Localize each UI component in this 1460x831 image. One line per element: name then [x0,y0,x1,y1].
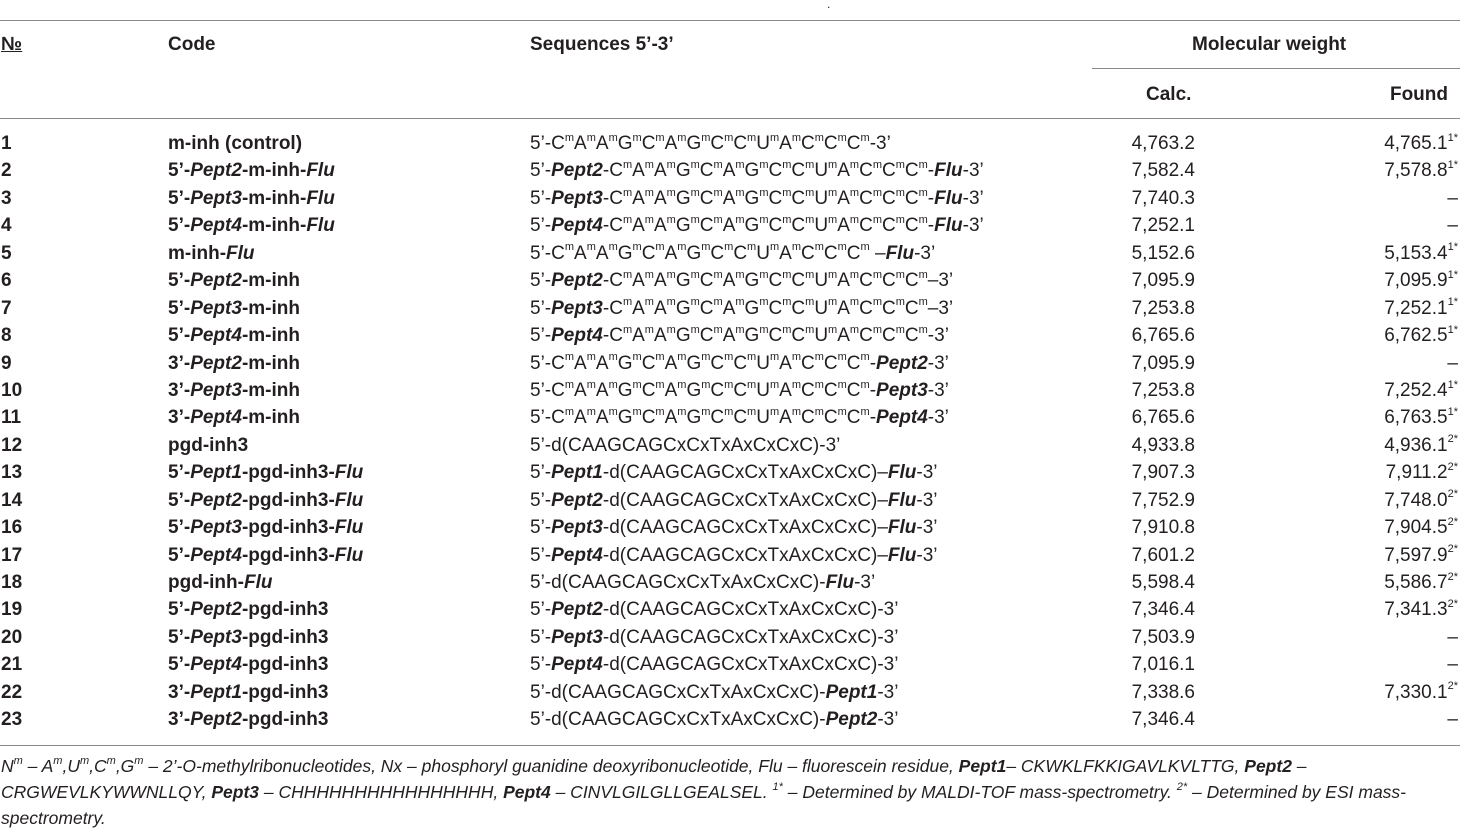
table-row [0,322,1460,349]
table-row [0,514,1460,541]
row-found-weight: $7,748.0^{2*}$ [1384,488,1458,511]
row-sequence: 5’-Pept2-d(CAAGCAGCxCxTxAxCxCxC)-3’ [530,599,899,621]
row-code: 5’-Pept3-pgd-inh3 [168,626,329,648]
row-found-weight: $7,578.8^{1*}$ [1384,159,1458,182]
header-sequences: Sequences 5’-3’ [530,34,674,55]
row-calc-weight: 7,016.1 [1131,654,1195,676]
row-sequence: 5’-Pept3-d(CAAGCAGCxCxTxAxCxCxC)–Flu-3’ [530,517,938,539]
table-row [0,487,1460,514]
row-found-weight: $7,252.4^{1*}$ [1384,378,1458,401]
row-sequence: 5’-Pept4-d(CAAGCAGCxCxTxAxCxCxC)-3’ [530,654,899,676]
row-code: 5’-Pept2-pgd-inh3 [168,599,329,621]
row-number: 13 [1,462,23,484]
row-found-weight: $6,762.5^{1*}$ [1384,323,1458,347]
row-code: 5’-Pept2-m-inh-Flu [168,160,335,182]
row-number: 3 [1,187,12,209]
row-sequence: $5’-Pept4-C^mA^mA^mG^mC^mA^mG^mC^mC^mU^mA^mC^mC^mC^m-Flu-3$’ [530,213,984,237]
row-found-weight: $7,252.1^{1*}$ [1384,296,1458,319]
table-body [0,130,1460,734]
row-sequence: $5’-C^mA^mA^mG^mC^mA^mG^mC^mC^mU^mA^mC^mC^mC^m-Pept2-3$’ [530,351,949,374]
row-calc-weight: 7,252.1 [1131,215,1195,237]
row-sequence: 5’-Pept2-d(CAAGCAGCxCxTxAxCxCxC)–Flu-3’ [530,489,938,511]
row-code: 5’-Pept4-m-inh-Flu [168,215,335,237]
row-code: 5’-Pept4-m-inh [168,325,300,347]
row-number: 11 [1,407,22,429]
row-code: 3’-Pept2-pgd-inh3 [168,709,329,731]
row-calc-weight: 7,752.9 [1131,489,1195,511]
table-bottom-rule [0,745,1460,746]
row-found-weight: $7,341.3^{2*}$ [1384,598,1458,621]
row-code: 5’-Pept2-pgd-inh3-Flu [168,489,364,511]
header-molecular-weight: Molecular weight [1192,34,1347,55]
row-code: 5’-Pept3-pgd-inh3-Flu [168,517,364,539]
row-found-weight: – [1447,187,1458,209]
row-calc-weight: 7,338.6 [1131,681,1195,703]
row-calc-weight: 7,095.9 [1131,270,1195,292]
row-code: 3’-Pept1-pgd-inh3 [168,681,329,703]
row-code: m-inh-Flu [168,242,255,264]
table-row [0,651,1460,678]
row-number: 23 [1,709,23,731]
row-number: 7 [1,297,12,319]
row-code: 5’-Pept4-pgd-inh3-Flu [168,544,364,566]
row-found-weight: $7,597.9^{2*}$ [1384,543,1458,566]
row-found-weight: $4,765.1^{1*}$ [1384,131,1458,154]
row-sequence: $5’-Pept3-C^mA^mA^mG^mC^mA^mG^mC^mC^mU^mA^mC^mC^mC^m-3$’ [530,296,954,319]
table-row [0,404,1460,431]
row-sequence: $5’-Pept2-C^mA^mA^mG^mC^mA^mG^mC^mC^mU^mA^mC^mC^mC^m-Flu-3$’ [530,159,984,182]
table-top-rule [0,20,1460,21]
row-calc-weight: 5,598.4 [1131,572,1195,593]
row-calc-weight: 7,253.8 [1131,379,1195,401]
row-found-weight: $7,911.2^{2*}$ [1385,460,1458,484]
table-row [0,267,1460,294]
header-bottom-rule [0,118,1460,119]
row-number: 20 [1,626,23,648]
table-row [0,542,1460,569]
row-found-weight: $7,330.1^{2*}$ [1384,680,1458,703]
row-sequence: $5’-C^mA^mA^mG^mC^mA^mG^mC^mC^mU^mA^mC^mC^mC^m-Pept3-3$’ [530,378,949,401]
row-found-weight: – [1447,215,1458,237]
footnote: $N^m - A^m,U^m,C^m,G^m$ – 2’-O-methylribonucleotides, Nx – phosphoryl guanidine deoxyribonucleotide, Flu – fluorescein residue, Pept1– CKWKLFKKIGAVLKVLTTG, Pept2 – CRGWEVLKYWWNLLQY, Pept3 – CHHHHHHHHHHHHHHHH, Pept4 – CINVLGILGLLGEALSEL. $^{1*}$ – Determined by MALDI-TOF mass-spectrometry. $^{2*}$ – Determined by ESI mass-spectrometry. [1,755,1406,828]
row-code: 3’-Pept4-m-inh [168,407,300,429]
row-number: 10 [1,379,23,401]
row-found-weight: – [1447,709,1458,731]
row-number: 2 [1,160,12,182]
table-row [0,130,1460,157]
row-number: 21 [1,654,23,676]
row-calc-weight: 7,910.8 [1131,517,1195,539]
table-row [0,185,1460,212]
row-calc-weight: 4,763.2 [1131,133,1195,154]
row-number: 4 [1,215,12,237]
row-sequence: 5’-d(CAAGCAGCxCxTxAxCxCxC)-Pept2-3’ [530,709,899,731]
row-sequence: 5’-Pept4-d(CAAGCAGCxCxTxAxCxCxC)–Flu-3’ [530,544,938,566]
table-row [0,377,1460,404]
row-calc-weight: 7,346.4 [1131,709,1195,731]
row-found-weight: $7,904.5^{2*}$ [1384,515,1458,539]
row-sequence: 5’-d(CAAGCAGCxCxTxAxCxCxC)-Pept1-3’ [530,681,899,703]
row-number: 19 [1,599,23,621]
table-row [0,240,1460,267]
row-found-weight: – [1447,352,1458,374]
row-code: 5’-Pept3-m-inh [168,297,300,319]
row-sequence: $5’-Pept2-C^mA^mA^mG^mC^mA^mG^mC^mC^mU^mA^mC^mC^mC^m-3$’ [530,268,954,292]
row-number: 14 [1,489,23,511]
row-calc-weight: 7,253.8 [1131,297,1195,319]
table-row [0,459,1460,486]
row-sequence: 5’-Pept3-d(CAAGCAGCxCxTxAxCxCxC)-3’ [530,626,899,648]
row-number: 1 [1,133,12,154]
row-calc-weight: 7,907.3 [1131,462,1195,484]
row-sequence: $5’-C^mA^mA^mG^mC^mA^mG^mC^mC^mU^mA^mC^mC^mC^m-Pept4-3$’ [530,406,949,429]
row-sequence: $5’-Pept4-C^mA^mA^mG^mC^mA^mG^mC^mC^mU^mA^mC^mC^mC^m-3$’ [530,323,949,347]
row-code: 3’-Pept3-m-inh [168,379,300,401]
row-sequence: 5’-d(CAAGCAGCxCxTxAxCxCxC)-3’ [530,434,841,456]
row-calc-weight: 7,582.4 [1131,160,1195,182]
header-sub-rule [1092,68,1460,69]
row-number: 5 [1,242,12,264]
row-found-weight: $5,586.7^{2*}$ [1384,570,1458,593]
table-row [0,295,1460,322]
row-calc-weight: 5,152.6 [1131,242,1195,264]
row-found-weight: $4,936.1^{2*}$ [1384,433,1458,456]
table-row [0,596,1460,623]
row-found-weight: $6,763.5^{1*}$ [1384,406,1458,429]
row-number: 6 [1,270,12,292]
row-number: 9 [1,352,12,374]
row-calc-weight: 7,095.9 [1131,352,1195,374]
row-number: 22 [1,681,23,703]
row-code: pgd-inh-Flu [168,572,273,593]
row-number: 17 [1,544,23,566]
row-code: 5’-Pept4-pgd-inh3 [168,654,329,676]
row-code: 5’-Pept3-m-inh-Flu [168,187,335,209]
row-found-weight: – [1447,654,1458,676]
row-found-weight: – [1447,626,1458,648]
row-found-weight: $7,095.9^{1*}$ [1384,268,1458,292]
row-sequence: 5’-Pept1-d(CAAGCAGCxCxTxAxCxCxC)–Flu-3’ [530,462,938,484]
header-no: № [1,34,23,55]
row-sequence: $5’-Pept3-C^mA^mA^mG^mC^mA^mG^mC^mC^mU^mA^mC^mC^mC^m-Flu-3$’ [530,186,984,209]
row-calc-weight: 7,740.3 [1131,187,1195,209]
row-code: pgd-inh3 [168,434,249,456]
row-code: m-inh (control) [168,133,303,154]
table-row [0,350,1460,377]
row-number: 16 [1,517,23,539]
row-code: 5’-Pept2-m-inh [168,270,300,292]
row-calc-weight: 6,765.6 [1131,325,1195,347]
row-number: 12 [1,434,23,456]
row-sequence: $5’-C^mA^mA^mG^mC^mA^mG^mC^mC^mU^mA^mC^mC^mC^m$ –Flu-3’ [530,241,936,264]
row-calc-weight: 7,601.2 [1131,544,1195,566]
header-calc: Calc. [1146,84,1192,105]
row-calc-weight: 4,933.8 [1131,434,1195,456]
row-number: 8 [1,325,12,347]
row-sequence: $5’-C^mA^mA^mG^mC^mA^mG^mC^mC^mU^mA^mC^mC^mC^m-3$’ [530,131,891,154]
row-sequence: 5’-d(CAAGCAGCxCxTxAxCxCxC)-Flu-3’ [530,572,876,593]
row-calc-weight: 7,503.9 [1131,626,1195,648]
table-row [0,706,1460,733]
row-number: 18 [1,572,23,593]
row-code: 3’-Pept2-m-inh [168,352,300,374]
header-code: Code [168,34,216,55]
table-row [0,157,1460,184]
table-row [0,624,1460,651]
table-row [0,679,1460,706]
table-row [0,432,1460,459]
table-row [0,569,1460,596]
row-found-weight: $5,153.4^{1*}$ [1384,241,1458,264]
row-code: 5’-Pept1-pgd-inh3-Flu [168,462,364,484]
row-calc-weight: 7,346.4 [1131,599,1195,621]
top-mark: . [827,0,831,11]
row-calc-weight: 6,765.6 [1131,407,1195,429]
header-found: Found [1389,84,1448,105]
table-row [0,212,1460,239]
